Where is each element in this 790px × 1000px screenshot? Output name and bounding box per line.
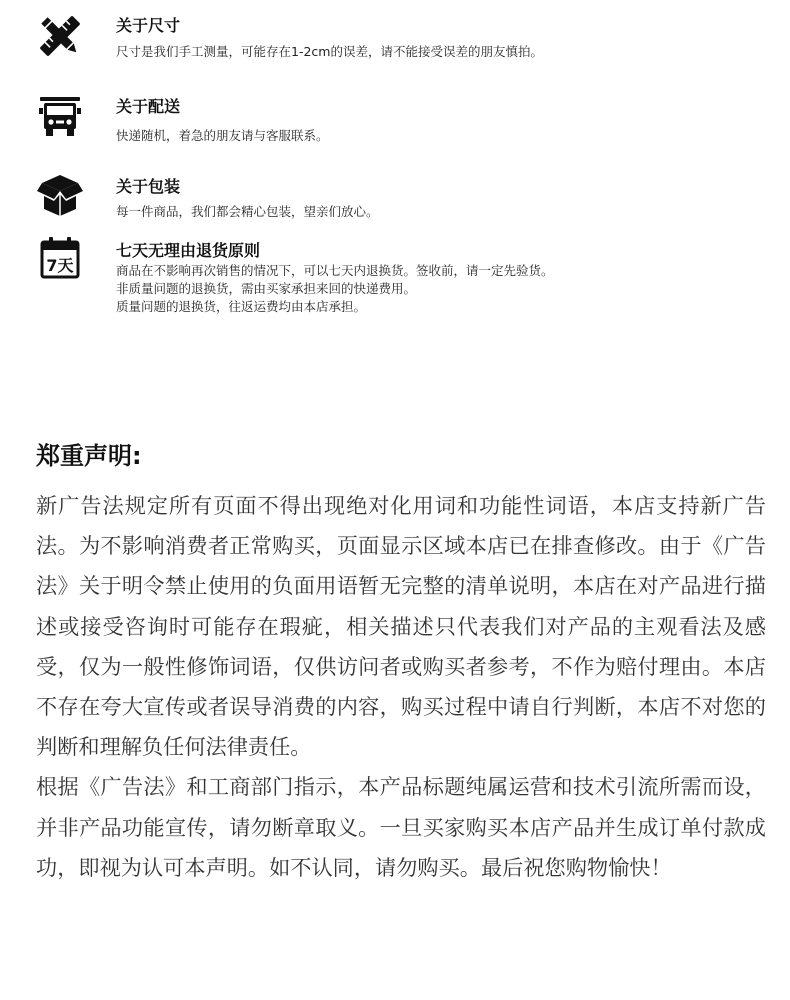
notice-title: 七天无理由退货原则 bbox=[116, 241, 261, 260]
notice-text bbox=[116, 127, 329, 145]
notice-line: 质量问题的退换货，往返运费均由本店承担。 bbox=[116, 299, 367, 314]
notice-line: 非质量问题的退换货，需由买家承担来回的快递费用。 bbox=[116, 281, 417, 296]
notice-text bbox=[116, 203, 379, 221]
notice-title: 关于包装 bbox=[116, 177, 181, 196]
notice-text bbox=[116, 43, 543, 61]
delivery-truck-icon bbox=[36, 92, 84, 140]
statement-section bbox=[36, 436, 766, 888]
statement-title: 郑重声明: bbox=[36, 442, 142, 470]
calendar-icon-label: 7天 bbox=[46, 256, 74, 275]
ruler-pencil-icon bbox=[36, 12, 84, 60]
notice-line: 每一件商品，我们都会精心包装，望亲们放心。 bbox=[116, 204, 379, 219]
notice-title: 关于尺寸 bbox=[116, 16, 181, 35]
package-box-icon bbox=[36, 171, 84, 219]
statement-body bbox=[36, 486, 766, 888]
notice-text bbox=[116, 262, 554, 316]
statement-paragraph: 新广告法规定所有页面不得出现绝对化用词和功能性词语，本店支持新广告法。为不影响消费者正常购买，页面显示区域本店已在排查修改。由于《广告法》关于明令禁止使用的负面用语暂无完整的清单说明，本店在对产品进行描述或接受咨询时可能存在瑕疵，相关描述只代表我们对产品的主观看法及感受，仅为一般性修饰词语，仅供访问者或购买者参考，不作为赔付理由。本店不存在夸大宣传或者误导消费的内容，购买过程中请自行判断，本店不对您的判断和理解负任何法律责任。 bbox=[36, 493, 766, 760]
notice-line: 商品在不影响再次销售的情况下，可以七天内退换货。签收前，请一定先验货。 bbox=[116, 263, 554, 278]
notice-title: 关于配送 bbox=[116, 97, 181, 116]
notice-line: 快递随机，着急的朋友请与客服联系。 bbox=[116, 128, 329, 143]
seven-day-calendar-icon bbox=[36, 234, 84, 282]
statement-paragraph: 根据《广告法》和工商部门指示，本产品标题纯属运营和技术引流所需而设，并非产品功能宣传，请勿断章取义。一旦买家购买本店产品并生成订单付款成功，即视为认可本声明。如不认同，请勿购买。最后祝您购物愉快！ bbox=[36, 774, 766, 880]
notice-line: 尺寸是我们手工测量，可能存在1-2cm的误差，请不能接受误差的朋友慎拍。 bbox=[116, 44, 543, 59]
